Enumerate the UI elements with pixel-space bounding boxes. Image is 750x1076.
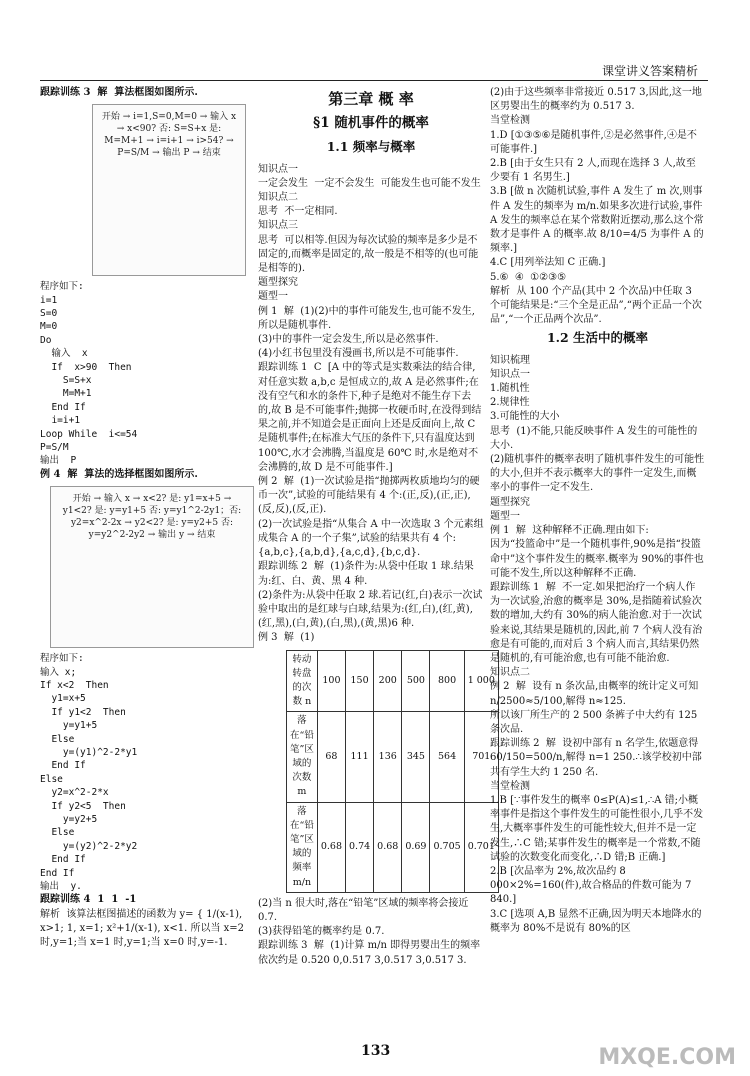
chapter-title: 第三章 概 率 xyxy=(328,90,414,108)
table-cell: 701 xyxy=(464,712,498,802)
running-header: 课堂讲义答案精析 xyxy=(601,64,698,78)
column-middle xyxy=(258,86,495,968)
subsection-title: 1.1 频率与概率 xyxy=(326,139,416,155)
table-cell: 150 xyxy=(346,650,374,712)
table-row xyxy=(287,802,499,892)
analysis-text: 解析 该算法框图描述的函数为 y= { 1/(x-1), x>1; 1, x=1; x²+1/(x-1), x<1. 所以当 x=2 时,y=1;当 x=1 时,y=1;当 x=0 时,y=-1. xyxy=(40,908,248,949)
table-cell: 转动转盘的次数 n xyxy=(287,650,318,712)
table-cell: 500 xyxy=(402,650,430,712)
page-number: 133 xyxy=(361,1043,391,1059)
example-4: 例 4 解 算法的选择框图如图所示. xyxy=(40,468,198,480)
table-cell: 0.69 xyxy=(402,802,430,892)
middle-body-2: (2)当 n 很大时,落在“铅笔”区域的频率将会接近 0.7. (3)获得铅笔的概率约是 0.7. 跟踪训练 3 解 (1)计算 m/n 即得男婴出生的频率依次约是 0.520 0,0.517 3,0.517 3,0.517 3. xyxy=(258,897,481,966)
right-body-2: 知识梳理 知识点一 1.随机性 2.规律性 3.可能性的大小 思考 (1)不能,只能反映事件 A 发生的可能性的大小. (2)随机事件的概率表明了随机事件发生的可能性的大小,但并不表示概率大的事件一定发生,而概率小的事件一定不发生. 题型探究 题型一 例 1 解 这种解释不正确.理由如下: 因为“投篮命中”是一个随机事件,90%是指“投篮命中”这个事件发生的概率.概率为 90%的事件也可能不发生,所以这种解释不正确. 跟踪训练 1 解 不一定.如果把治疗一个病人作为一次试验,治愈的概率是 30%,是指随着试验次数的增加,大约有 30%的病人能治愈.对于一次试验来说,其结果是随机的,因此,前 7 个病人没有治愈是有可能的,而对后 3 个病人而言,其结果仍然是随机的,有可能治愈,也有可能不能治愈. 知识点二 例 2 解 设有 n 条次品,由概率的统计定义可知 n/2500≈5/100,解得 n≈125. 所以该厂所生产的 2 500 条裤子中大约有 125 条次品. 跟踪训练 2 解 设初中部有 n 名学生,依题意得 60/150=500/n,解得 n=1 250.∴该学校初中部共有学生大约 1 250 名. 当堂检测 1.B [∵事件发生的概率 0≤P(A)≤1,∴A 错;小概率事件是指这个事件发生的可能性很小,几乎不发生,大概率事件发生的可能性较大,但并不是一定发生,∴C 错;某事件发生的概率是一个常数,不随试验的次数变化而变化,∴D 错;B 正确.] 2.B [次品率为 2%,故次品约 8 000×2%=160(件),故合格品的件数可能为 7 840.] 3.C [选项 A,B 显然不正确,因为明天本地降水的概率为 80%不是说有 80%的区 xyxy=(490,354,705,934)
table-cell: 0.74 xyxy=(346,802,374,892)
subsection-title-2: 1.2 生活中的概率 xyxy=(546,330,649,346)
table-cell: 100 xyxy=(317,650,345,712)
middle-body-1: 知识点一 一定会发生 一定不会发生 可能发生也可能不发生 知识点二 思考 不一定相同. 知识点三 思考 可以相等.但因为每次试验的频率是多少是不固定的,而概率是固定的,故一般是不相等的(也可能是相等的). 题型探究 题型一 例 1 解 (1)(2)中的事件可能发生,也可能不发生,所以是随机事件. (3)中的事件一定会发生,所以是必然事件. (4)小红书包里没有漫画书,所以是不可能事件. 跟踪训练 1 C [A 中的等式是实数乘法的结合律,对任意实数 a,b,c 是恒成立的,故 A 是必然事件;在没有空气和水的条件下,种子是绝对不能生存下去的,故 B 是不可能事件;抛掷一枚硬币时,在没得到结果之前,并不知道会是正面向上还是反面向上,故 C 是随机事件;在标准大气压的条件下,只有温度达到 100℃,水才会沸腾,当温度是 60℃ 时,水是绝对不会沸腾的,故 D 是不可能事件.] 例 2 解 (1)一次试验是指“抛掷两枚质地均匀的硬币一次”,试验的可能结果有 4 个:(正,反),(正,正),(反,反),(反,正). (2)一次试验是指“从集合 A 中一次选取 3 个元素组成集合 A 的一个子集”,试验的结果共有 4 个:{a,b,c},{a,b,d},{a,c,d},{b,c,d}. 跟踪训练 2 解 (1)条件为:从袋中任取 1 球.结果为:红、白、黄、黑 4 种. (2)条件为:从袋中任取 2 球.若记(红,白)表示一次试验中取出的是红球与白球,结果为:(红,白),(红,黄),(红,黑),(白,黄),(白,黑),(黄,黑)6 种. 例 3 解 (1) xyxy=(258,163,484,644)
table-cell: 0.705 xyxy=(430,802,464,892)
track-training-4: 跟踪训练 4 1 1 -1 xyxy=(40,894,137,906)
table-cell: 800 xyxy=(430,650,464,712)
column-left xyxy=(40,86,252,950)
table-cell: 111 xyxy=(346,712,374,802)
track-training-3: 跟踪训练 3 解 算法框图如图所示. xyxy=(40,87,198,98)
flowchart-1: 开始 → i=1,S=0,M=0 → 输入 x → x<90? 否: S=S+x 是: M=M+1 → i=i+1 → i>54? → P=S/M → 输出 P → 结束 xyxy=(92,104,246,276)
table-cell: 345 xyxy=(402,712,430,802)
frequency-table xyxy=(286,650,499,893)
table-row xyxy=(287,650,499,712)
table-cell: 200 xyxy=(374,650,402,712)
table-cell: 136 xyxy=(374,712,402,802)
right-body-1: (2)由于这些频率非常接近 0.517 3,因此,这一地区男婴出生的概率约为 0.517 3. 当堂检测 1.D [①③⑤⑥是随机事件,②是必然事件,④是不可能事件.] 2.B [由于女生只有 2 人,而现在选择 3 人,故至少要有 1 名男生.] 3.B [做 n 次随机试验,事件 A 发生了 m 次,则事件 A 发生的频率为 m/n.如果多次进行试验,事件 A 发生的频率总在某个常数附近摆动,那么这个常数才是事件 A 的概率.故 8/10=4/5 为事件 A 的频率.] 4.C [用列举法知 C 正确.] 5.⑥ ④ ①②③⑤ 解析 从 100 个产品(其中 2 个次品)中任取 3 个可能结果是:“三个全是正品”,“两个正品一个次品”,“一个正品两个次品”. xyxy=(490,87,704,326)
table-cell: 0.701 xyxy=(464,802,498,892)
flowchart-2: 开始 → 输入 x → x<2? 是: y1=x+5 → y1<2? 是: y=y1+5 否: y=y1^2-2y1；否: y2=x^2-2x → y2<2? 是: y=y2+5 否: y=y2^2-2y2 → 输出 y → 结束 xyxy=(50,486,254,648)
table-cell: 落在“铅笔”区域的次数 m xyxy=(287,712,318,802)
program-1: 程序如下: i=1 S=0 M=0 Do 输入 x If x>90 Then S=S+x M=M+1 End If i=i+1 Loop While i<=54 P=S/M 输出 P xyxy=(40,281,138,467)
watermark-logo: MXQE.COM xyxy=(598,1045,736,1070)
table-cell: 68 xyxy=(317,712,345,802)
header-rule xyxy=(40,80,708,81)
section-title: §1 随机事件的概率 xyxy=(313,115,429,132)
table-row xyxy=(287,712,499,802)
table-cell: 0.68 xyxy=(374,802,402,892)
table-cell: 564 xyxy=(430,712,464,802)
program-2: 程序如下: 输入 x; If x<2 Then y1=x+5 If y1<2 Then y=y1+5 Else y=(y1)^2-2*y1 End If Else y2=x^2-2*x If y2<5 Then y=y2+5 Else y=(y2)^2-2*y2 End If End If 输出 y. xyxy=(40,653,138,892)
table-cell: 0.68 xyxy=(317,802,345,892)
column-right xyxy=(490,86,705,936)
table-cell: 1 000 xyxy=(464,650,498,712)
table-cell: 落在“铅笔”区域的频率 m/n xyxy=(287,802,318,892)
